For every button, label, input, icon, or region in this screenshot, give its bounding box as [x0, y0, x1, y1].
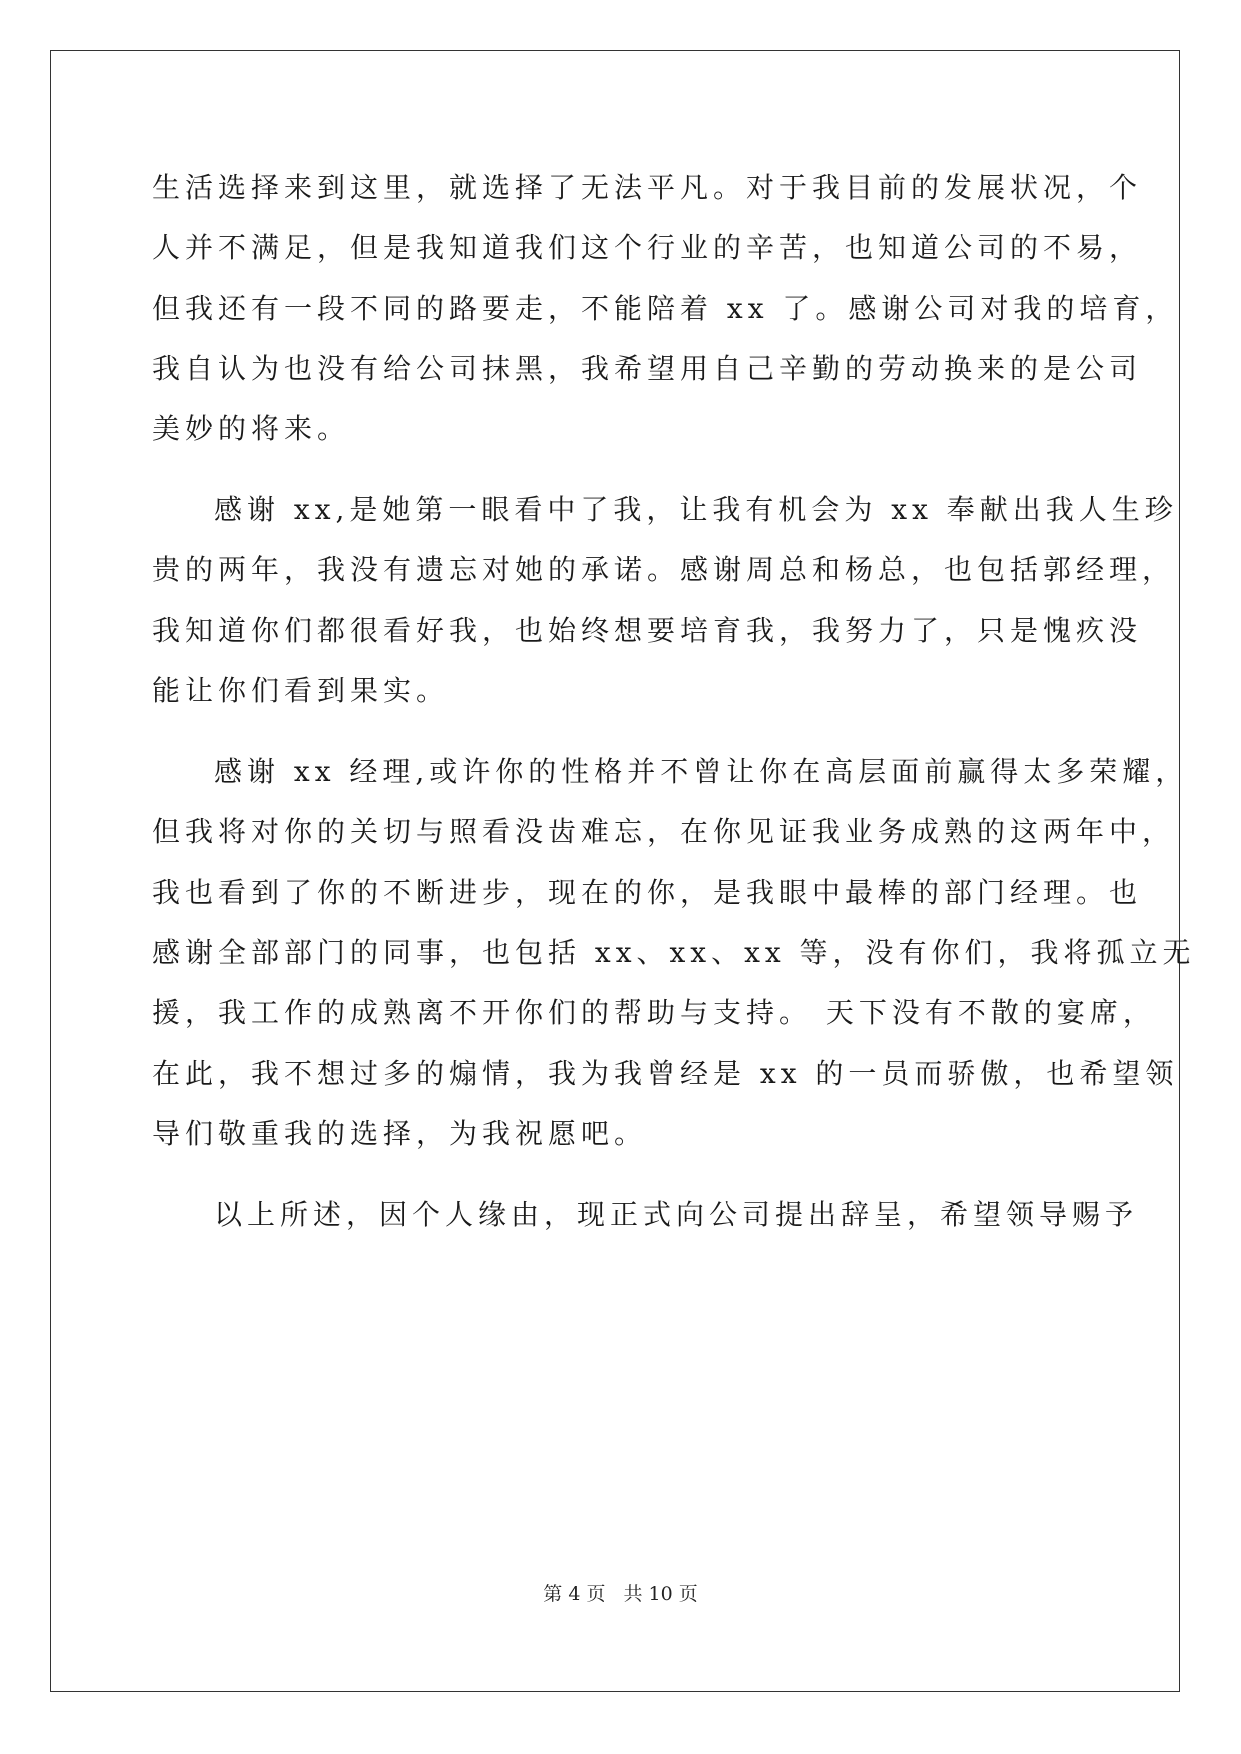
text-line: 美妙的将来。 [152, 412, 351, 445]
text-line: 生活选择来到这里，就选择了无法平凡。对于我目前的发展状况，个 [152, 171, 1143, 204]
text-line: 援，我工作的成熟离不开你们的帮助与支持。 天下没有不散的宴席， [152, 996, 1156, 1029]
text-line: 人并不满足，但是我知道我们这个行业的辛苦，也知道公司的不易， [152, 231, 1143, 264]
text-line: 感谢全部部门的同事，也包括 xx、xx、xx 等，没有你们，我将孤立无 [152, 936, 1196, 969]
paragraph-first-line: 感谢 xx 经理,或许你的性格并不曾让你在高层面前赢得太多荣耀， [214, 755, 1189, 788]
text-line: 我自认为也没有给公司抹黑，我希望用自己辛勤的劳动换来的是公司 [152, 352, 1143, 385]
text-line: 我也看到了你的不断进步，现在的你，是我眼中最棒的部门经理。也 [152, 876, 1143, 909]
text-line: 贵的两年，我没有遗忘对她的承诺。感谢周总和杨总，也包括郭经理， [152, 553, 1176, 586]
text-line: 但我还有一段不同的路要走，不能陪着 xx 了。感谢公司对我的培育， [152, 292, 1179, 325]
text-line: 在此，我不想过多的煽情，我为我曾经是 xx 的一员而骄傲，也希望领 [152, 1057, 1179, 1090]
text-line: 我知道你们都很看好我，也始终想要培育我，我努力了，只是愧疚没 [152, 614, 1143, 647]
page-footer [0, 1582, 1241, 1606]
paragraph-first-line: 以上所述，因个人缘由，现正式向公司提出辞呈，希望领导赐予 [214, 1198, 1139, 1231]
paragraph-first-line: 感谢 xx,是她第一眼看中了我，让我有机会为 xx 奉献出我人生珍 [214, 493, 1178, 526]
text-line: 导们敬重我的选择，为我祝愿吧。 [152, 1117, 648, 1150]
text-line: 能让你们看到果实。 [152, 674, 450, 707]
page-number: 第 4 页 [543, 1583, 606, 1605]
total-pages: 共 10 页 [623, 1583, 698, 1605]
text-line: 但我将对你的关切与照看没齿难忘，在你见证我业务成熟的这两年中， [152, 815, 1176, 848]
